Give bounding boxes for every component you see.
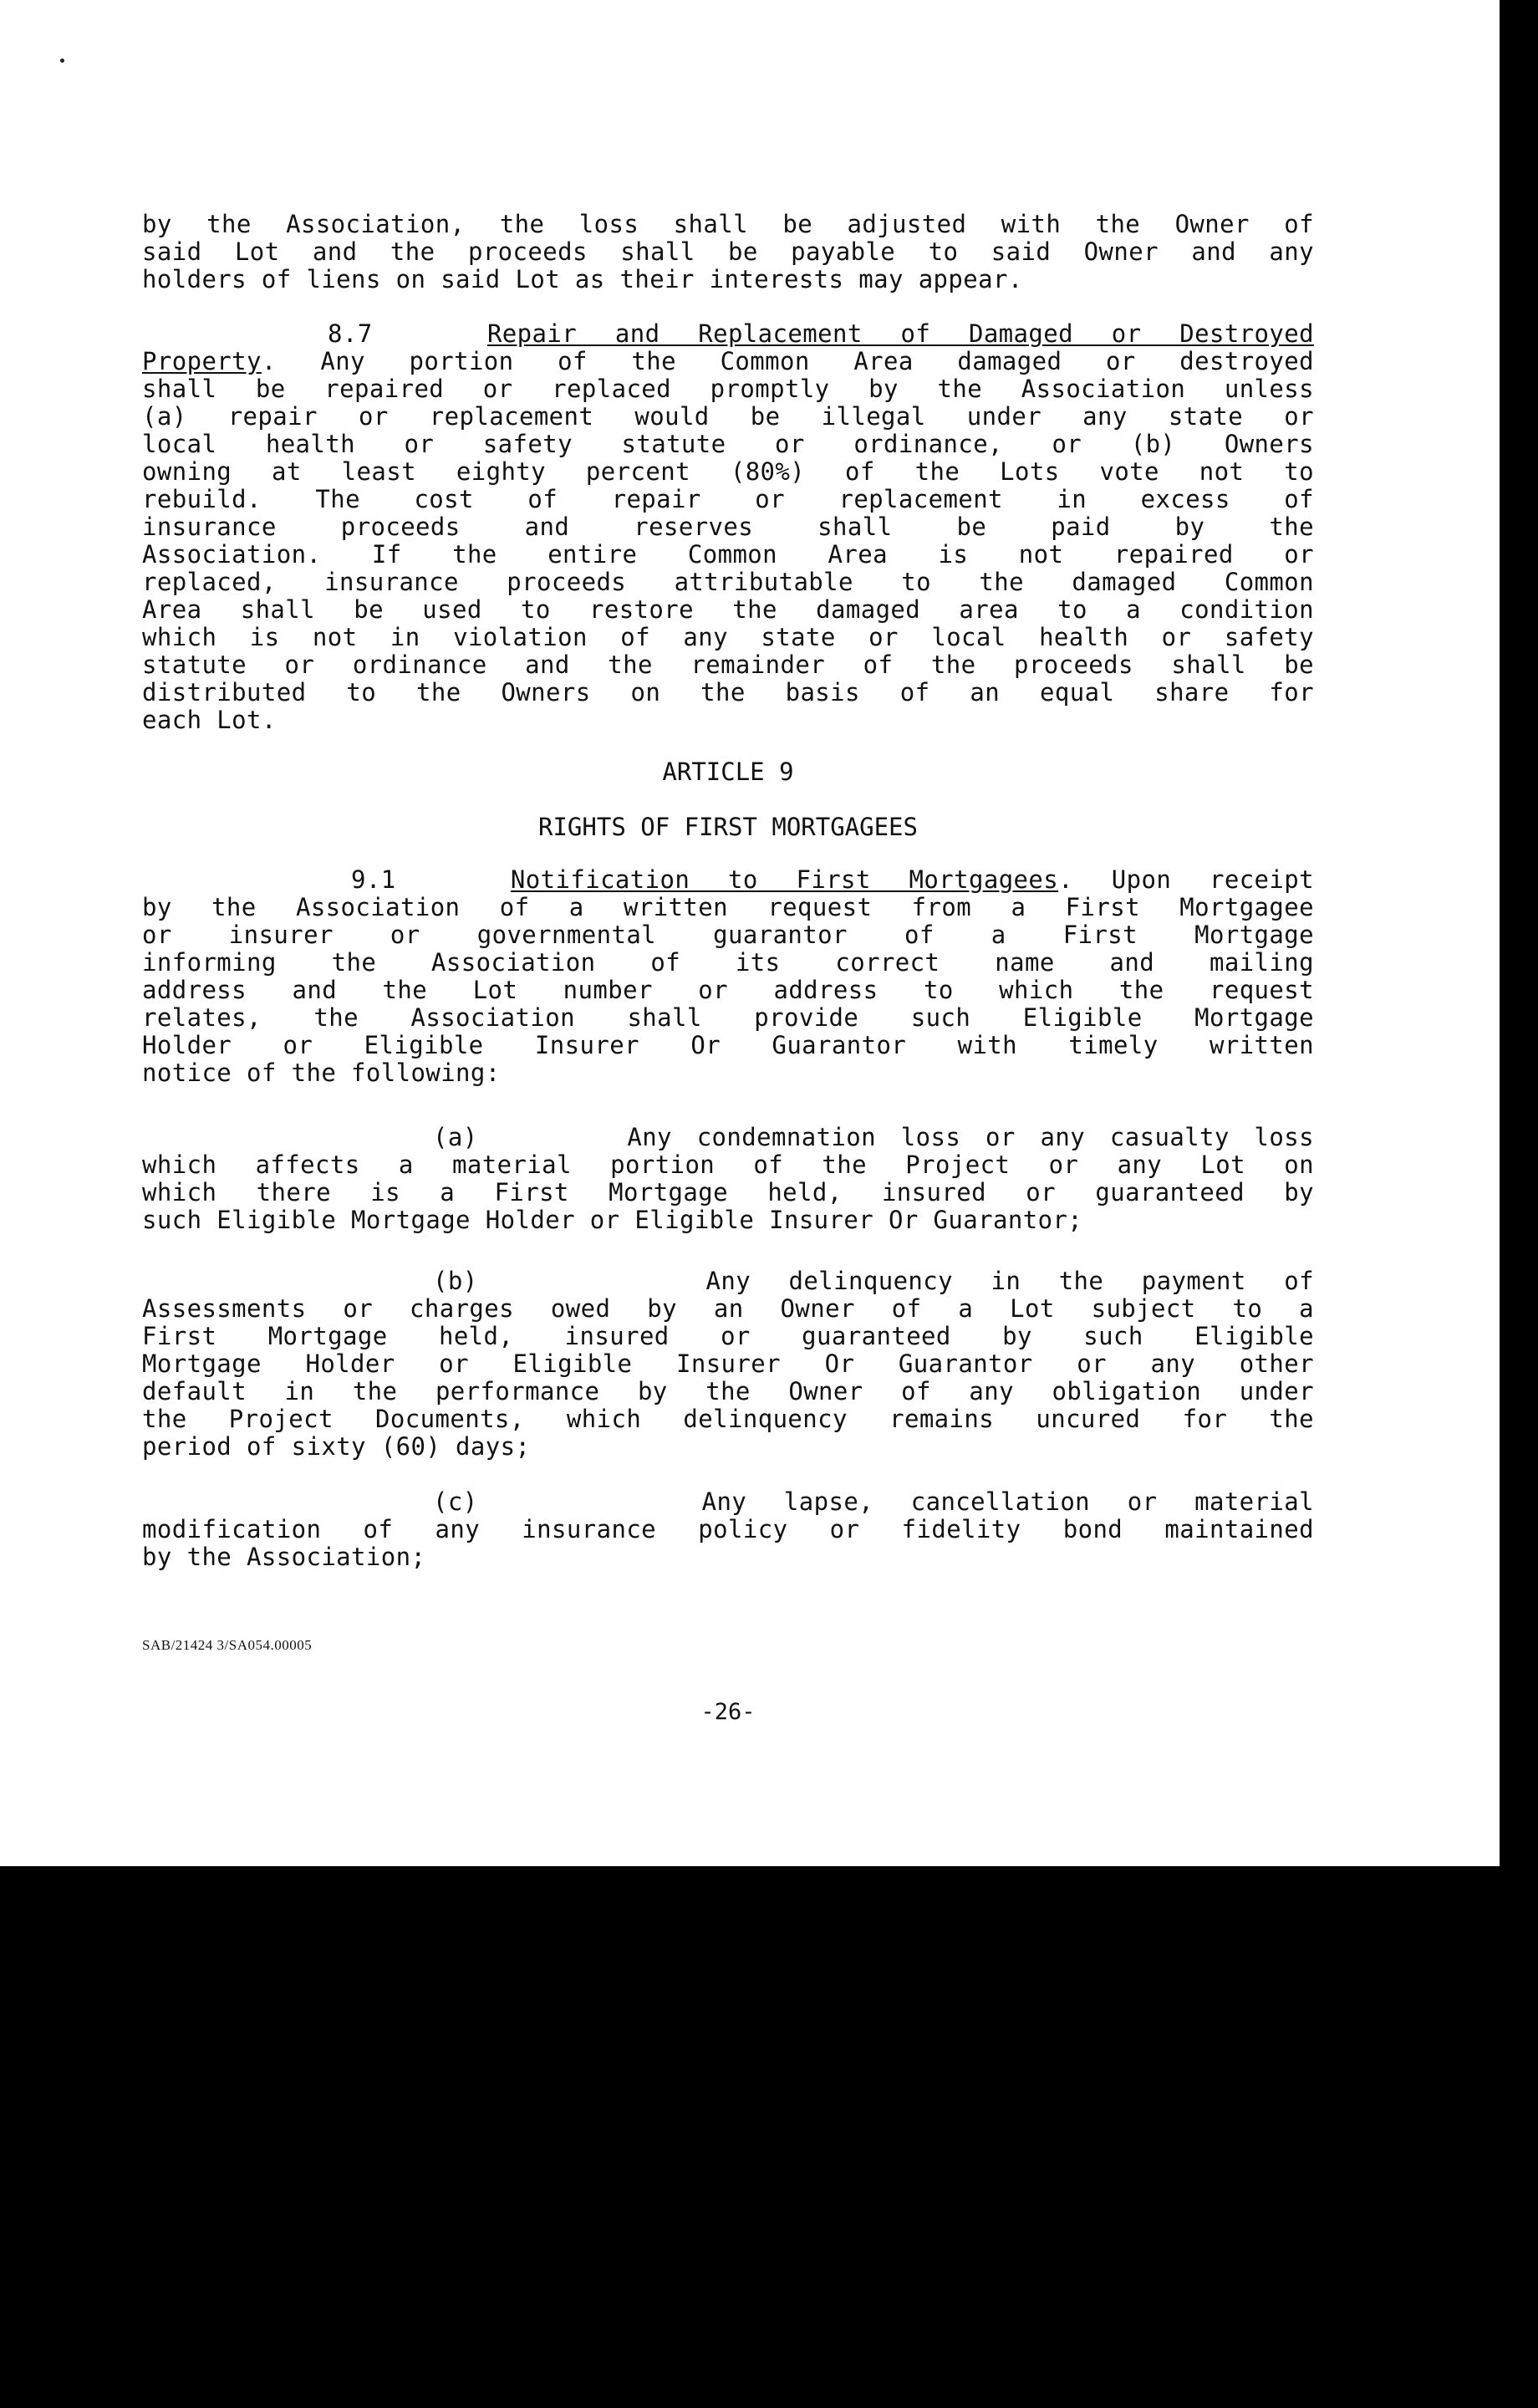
text-line: default in the performance by the Owner of any obligation under (142, 1377, 1314, 1406)
paragraph-top (142, 211, 1314, 293)
document-code: SAB/21424 3/SA054.00005 (142, 1637, 313, 1653)
item-b (142, 1268, 1314, 1461)
text-line: which affects a material portion of the Project or any Lot on (142, 1150, 1314, 1179)
text-line: owning at least eighty percent (80%) of the Lots vote not to (142, 457, 1314, 486)
text-line: by the Association of a written request from a First Mortgagee (142, 893, 1314, 921)
text-line: Assessments or charges owed by an Owner of a Lot subject to a (142, 1294, 1314, 1323)
text-line: replaced, insurance proceeds attributable to the damaged Common (142, 568, 1314, 596)
text-line: modification of any insurance policy or fidelity bond maintained (142, 1515, 1314, 1543)
text-line: local health or safety statute or ordinance, or (b) Owners (142, 430, 1314, 458)
text-line: rebuild. The cost of repair or replacement in excess of (142, 485, 1314, 513)
text-line: which there is a First Mortgage held, insured or guaranteed by (142, 1178, 1314, 1207)
item-a (142, 1124, 1314, 1234)
text-line: Property. Any portion of the Common Area damaged or destroyed (142, 347, 1314, 375)
text-line: holders of liens on said Lot as their interests may appear. (142, 265, 1023, 293)
item-c (142, 1488, 1314, 1571)
text-line: shall be repaired or replaced promptly by the Association unless (142, 375, 1314, 403)
text-line: notice of the following: (142, 1059, 501, 1087)
text-line: Association. If the entire Common Area is not repaired or (142, 540, 1314, 569)
text-line: said Lot and the proceeds shall be payable to said Owner and any (142, 237, 1314, 266)
text-line: Area shall be used to restore the damaged area to a condition (142, 595, 1314, 624)
text-line: insurance proceeds and reserves shall be paid by the (142, 513, 1314, 541)
section-heading: Repair and Replacement of Damaged or Destroyed (486, 319, 1314, 348)
text-line: the Project Documents, which delinquency remains uncured for the (142, 1405, 1314, 1433)
text-line: period of sixty (60) days; (142, 1432, 531, 1461)
section-number: 9.1 (351, 865, 396, 894)
text-line: (a) repair or replacement would be illegal under any state or (142, 402, 1314, 431)
text-line: such Eligible Mortgage Holder or Eligible Insurer Or Guarantor; (142, 1206, 1083, 1234)
section-heading: Property (142, 347, 262, 375)
text-line: distributed to the Owners on the basis of an equal share for (142, 678, 1314, 707)
text-line: Holder or Eligible Insurer Or Guarantor with timely written (142, 1031, 1314, 1059)
page-number: -26- (700, 1699, 756, 1725)
text-line: informing the Association of its correct name and mailing (142, 948, 1314, 977)
section-8-7 (142, 320, 1314, 734)
item-first-line: (a) Any condemnation loss or any casualty loss (433, 1123, 1314, 1151)
text-line: by the Association, the loss shall be adjusted with the Owner of (142, 210, 1314, 238)
text-line: address and the Lot number or address to which the request (142, 976, 1314, 1004)
scan-border (1500, 0, 1538, 1866)
section-number: 8.7 (328, 319, 373, 348)
text-line: which is not in violation of any state or local health or safety (142, 623, 1314, 651)
text-line: by the Association; (142, 1543, 426, 1571)
text-line: relates, the Association shall provide such Eligible Mortgage (142, 1003, 1314, 1032)
text-line: First Mortgage held, insured or guaranteed by such Eligible (142, 1322, 1314, 1350)
article-subtitle: RIGHTS OF FIRST MORTGAGEES (538, 813, 918, 841)
item-label: (a) (433, 1123, 478, 1151)
article-title: ARTICLE 9 (662, 758, 794, 786)
section-heading-line: 9.1 Notification to First Mortgagees. Upon receipt (351, 865, 1314, 894)
scan-speck (60, 59, 64, 63)
item-first-line: (b) Any delinquency in the payment of (433, 1267, 1314, 1295)
section-9-1 (142, 866, 1314, 1087)
text-line: or insurer or governmental guarantor of a First Mortgage (142, 921, 1314, 949)
section-heading: Notification to First Mortgagees (510, 865, 1059, 894)
text-line: statute or ordinance and the remainder of the proceeds shall be (142, 650, 1314, 679)
item-label: (b) (433, 1267, 478, 1295)
text-line: each Lot. (142, 706, 277, 734)
text-line: Mortgage Holder or Eligible Insurer Or Guarantor or any other (142, 1349, 1314, 1378)
item-label: (c) (433, 1487, 478, 1516)
item-first-line: (c) Any lapse, cancellation or material (433, 1487, 1314, 1516)
section-heading-line (142, 320, 1314, 348)
